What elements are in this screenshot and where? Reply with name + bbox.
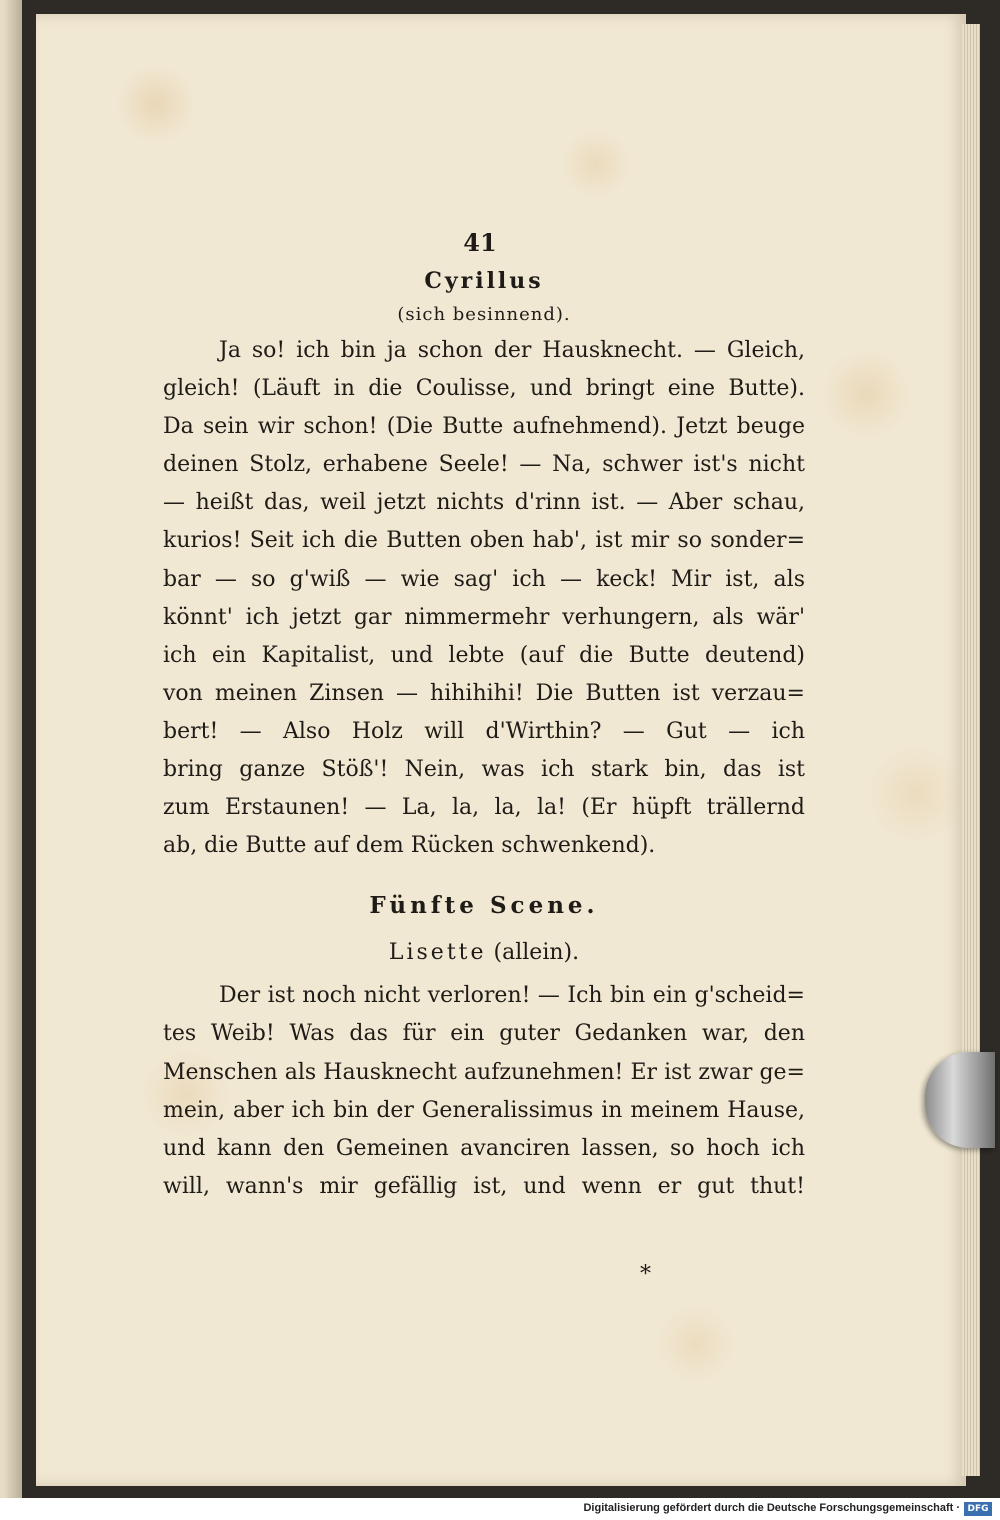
speaker-lisette: Lisette (388, 940, 487, 966)
text-line: bert! — Also Holz will d'Wirthin? — Gut — ich (163, 718, 805, 744)
stage-direction: (sich besinnend). (397, 304, 571, 325)
page-stack-edge (962, 24, 980, 1476)
digitization-footer (0, 1498, 1000, 1520)
text-line: gleich! (Läuft in die Coulisse, und bringt eine Butte). (163, 376, 805, 402)
text-line: deinen Stolz, erhabene Seele! — Na, schwer ist's nicht (163, 452, 805, 478)
text-line: Menschen als Hausknecht aufzunehmen! Er ist zwar ge= (163, 1059, 805, 1085)
text-line: Der ist noch nicht verloren! — Ich bin ein g'scheid= (219, 983, 805, 1009)
text-line: ab, die Butte auf dem Rücken schwenkend). (163, 833, 656, 859)
text-line: Ja so! ich bin ja schon der Hausknecht. — Gleich, (219, 338, 805, 363)
speech-cyrillus (163, 332, 805, 865)
text-line: ich ein Kapitalist, und lebte (auf die Butte deutend) (163, 642, 805, 668)
dfg-logo: DFG (964, 1502, 992, 1516)
text-line: tes Weib! Was das für ein guter Gedanken war, den (163, 1021, 805, 1047)
page-text (163, 222, 805, 1206)
text-line: und kann den Gemeinen avanciren lassen, so hoch ich (163, 1135, 805, 1161)
text-line: bar — so g'wiß — wie sag' ich — keck! Mir ist, als (163, 566, 805, 592)
text-line: will, wann's mir gefällig ist, und wenn er gut thut! (163, 1173, 805, 1199)
text-line: — heißt das, weil jetzt nichts d'rinn ist. — Aber schau, (163, 490, 805, 516)
stage-direction: (allein). (493, 940, 580, 966)
footnote-mark: * (640, 1262, 651, 1287)
speech-lisette (163, 977, 805, 1206)
text-line: von meinen Zinsen — hihihihi! Die Butten ist verzau= (163, 680, 805, 706)
facing-page-edge (0, 0, 22, 1498)
funding-credit: Digitalisierung gefördert durch die Deutsche Forschungsgemeinschaft · (583, 1502, 960, 1514)
text-line: bring ganze Stöß'! Nein, was ich stark bin, das ist (163, 757, 805, 783)
metal-clip (925, 1052, 995, 1148)
text-line: Da sein wir schon! (Die Butte aufnehmend). Jetzt beuge (163, 414, 805, 440)
character-line-lisette (163, 929, 805, 977)
text-line: kurios! Seit ich die Butten oben hab', ist mir so sonder= (163, 528, 805, 554)
text-line: könnt' ich jetzt gar nimmermehr verhungern, als wär' (163, 604, 805, 630)
page-number: 41 (463, 228, 497, 257)
text-line: mein, aber ich bin der Generalissimus in meinem Hause, (163, 1097, 805, 1123)
scene-heading: Fünfte Scene. (369, 892, 599, 920)
speaker-cyrillus: Cyrillus (424, 268, 544, 294)
text-line: zum Erstaunen! — La, la, la, la! (Er hüpft trällernd (163, 795, 805, 821)
